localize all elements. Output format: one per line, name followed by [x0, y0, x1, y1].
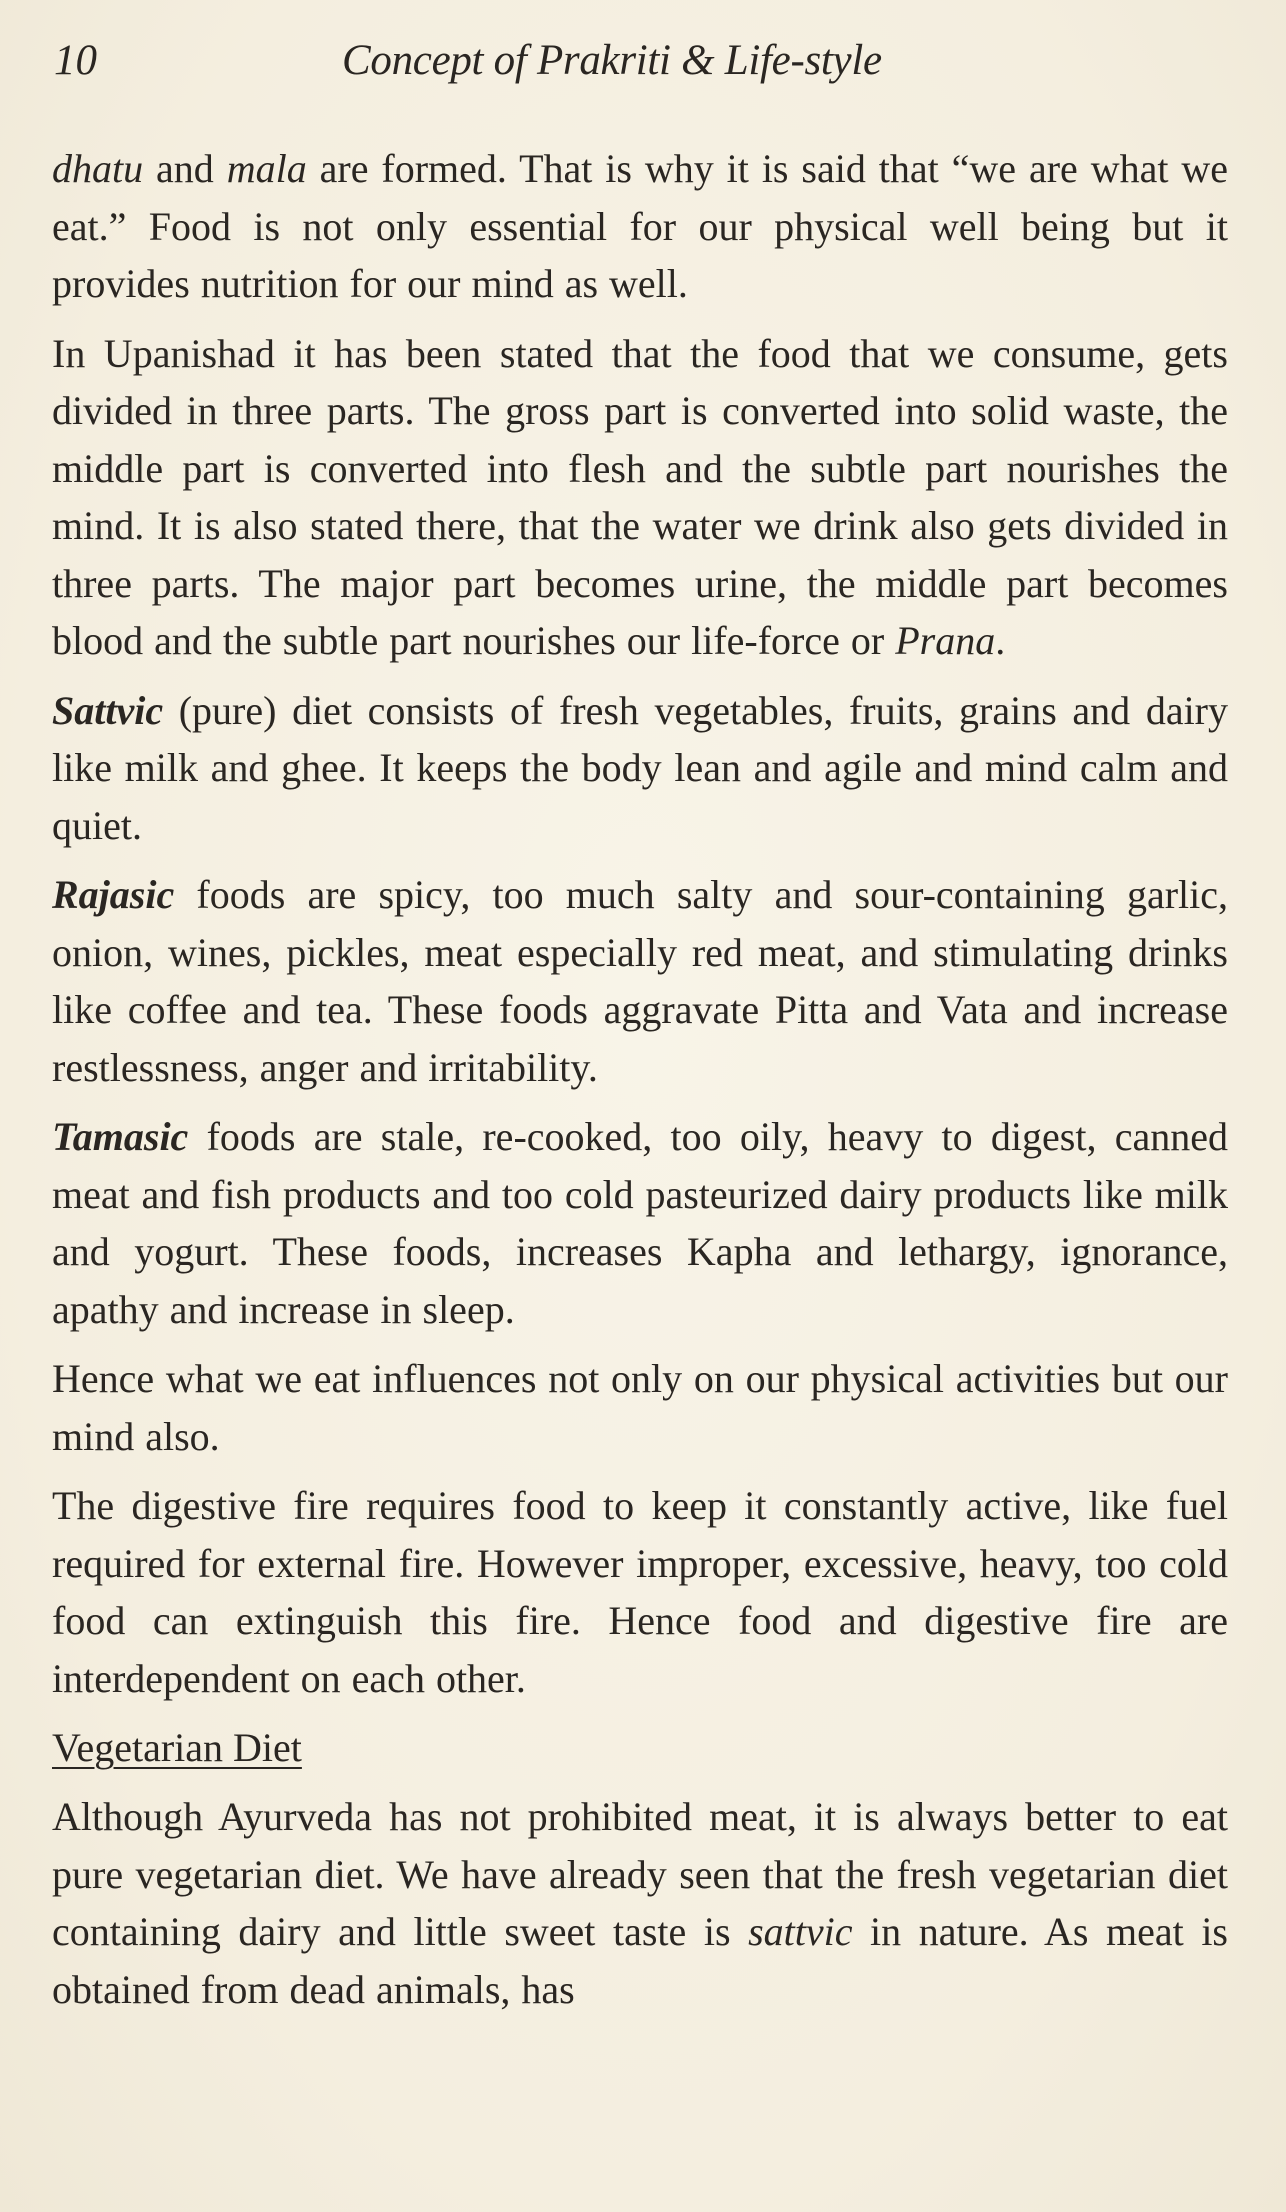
text-segment: Hence what we eat influences not only on our physical activities but our mind also. [52, 1356, 1228, 1459]
paragraph-digestive-fire [52, 1477, 1228, 1707]
text-segment: foods are spicy, too much salty and sour-containing garlic, onion, wines, pickles, meat especially red meat, and stimulating drinks like coffee and tea. These foods aggravate Pitta and Vata and increase restlessness, anger and irritability. [52, 872, 1228, 1090]
paragraph-tamasic [52, 1108, 1228, 1338]
text-segment: In Upanishad it has been stated that the food that we consume, gets divided in three parts. The gross part is converted into solid waste, the middle part is converted into flesh and the subtle part nourishes the mind. It is also stated there, that the water we drink also gets divided in three parts. The major part becomes urine, the middle part becomes blood and the subtle part nourishes our life-force or [52, 330, 1228, 663]
running-title: Concept of Prakriti & Life-style [342, 37, 882, 84]
text-segment: are formed. That is why it is said that “we are what we eat.” Food is not only essential for our physical well being but it provides nutrition for our mind as well. [52, 146, 1228, 306]
text-segment: and [143, 146, 227, 191]
term-mala: mala [226, 146, 307, 191]
term-prana: Prana [895, 618, 996, 663]
section-heading-vegetarian-diet: Vegetarian Diet [52, 1725, 302, 1770]
text-segment: Although Ayurveda has not prohibited meat, it is always better to eat pure vegetarian diet. We have already seen that the fresh vegetarian diet containing dairy and little sweet taste is [52, 1794, 1228, 1954]
term-tamasic: Tamasic [52, 1114, 189, 1159]
term-sattvic-lower: sattvic [748, 1909, 853, 1954]
body-text [52, 140, 1228, 2030]
term-sattvic: Sattvic [52, 687, 164, 733]
paragraph-sattvic [52, 682, 1228, 855]
page-header [54, 36, 1232, 106]
text-segment: foods are stale, re-cooked, too oily, heavy to digest, canned meat and fish products and too cold pasteurized dairy products like milk and yogurt. These foods, increases Kapha and lethargy, ignorance, apathy and increase in sleep. [52, 1114, 1228, 1332]
text-segment: (pure) diet consists of fresh vegetables, fruits, grains and dairy like milk and ghee. It keeps the body lean and agile and mind calm and quiet. [52, 687, 1228, 848]
paragraph-vegetarian [52, 1788, 1228, 2018]
text-segment: in nature. As meat is obtained from dead animals, has [52, 1909, 1229, 2012]
page-number: 10 [54, 37, 97, 84]
paragraph-rajasic [52, 866, 1228, 1096]
text-segment: . [995, 618, 1006, 663]
text-segment: The digestive fire requires food to keep it constantly active, like fuel required for external fire. However improper, excessive, heavy, too cold food can extinguish this fire. Hence food and digestive fire are interdependent on each other. [52, 1483, 1228, 1701]
paragraph-upanishad [52, 325, 1228, 670]
term-rajasic: Rajasic [52, 872, 175, 917]
paragraph-influence [52, 1350, 1228, 1465]
paragraph-dhatu-mala [52, 140, 1228, 313]
term-dhatu: dhatu [52, 146, 144, 191]
